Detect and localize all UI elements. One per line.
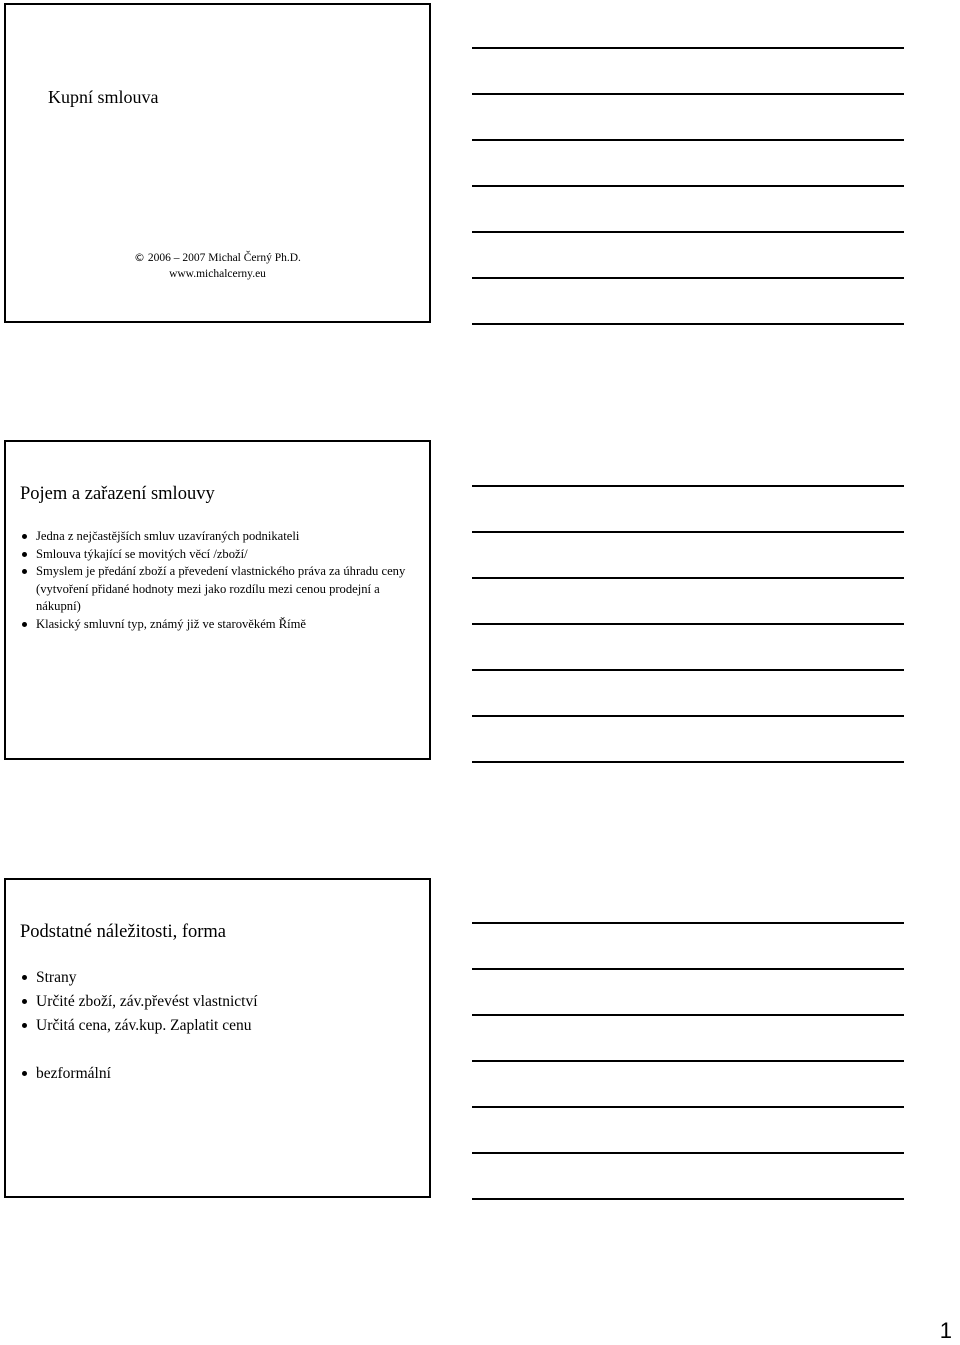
copyright-text: 2006 – 2007 Michal Černý Ph.D. [145,252,301,264]
slide-1 [4,3,431,323]
slide-3 [4,878,431,1198]
bullet-item [20,1062,415,1086]
note-line [472,531,904,533]
note-line [472,922,904,924]
slide-2-title: Pojem a zařazení smlouvy [20,484,215,504]
bullet-text: bezformální [36,1065,111,1082]
bullet-text: Jedna z nejčastějších smluv uzavíraných podnikateli [36,529,300,543]
slide-2 [4,440,431,760]
copyright-line [6,250,429,266]
slide-2-bullet-list [20,528,415,633]
note-line [472,715,904,717]
note-line [472,1060,904,1062]
slide-3-bullet-list [20,966,415,1086]
bullet-icon [22,1071,27,1076]
bullet-text: Smlouva týkající se movitých věcí /zboží/ [36,546,248,561]
note-line [472,139,904,141]
bullet-icon [22,999,27,1004]
note-line [472,485,904,487]
note-line [472,761,904,763]
bullet-text: Klasický smluvní typ, známý již ve starověkém Římě [36,616,307,631]
bullet-text: Určitá cena, záv.kup. Zaplatit cenu [36,1017,252,1034]
bullet-item [20,563,415,616]
bullet-icon [22,1023,27,1028]
bullet-icon [22,569,27,574]
page-number: 1 [939,1318,952,1343]
bullet-text: Smyslem je předání zboží a převedení vlastnického práva za úhradu ceny (vytvoření přidané hodnoty mezi jako rozdílu mezi cenou prodejní a nákupní) [36,564,406,613]
note-line [472,47,904,49]
note-line [472,577,904,579]
note-line [472,323,904,325]
copyright-block [6,250,429,282]
bullet-text: Strany [36,969,77,986]
note-line [472,968,904,970]
bullet-item [20,990,415,1014]
note-line [472,185,904,187]
bullet-item [20,1014,415,1038]
bullet-icon [22,552,27,557]
note-line [472,277,904,279]
bullet-icon [22,534,27,539]
bullet-item [20,528,415,546]
bullet-text: Určité zboží, záv.převést vlastnictví [36,993,258,1010]
note-line [472,1106,904,1108]
note-line [472,1152,904,1154]
bullet-item [20,616,415,634]
bullet-item [20,966,415,990]
slide-1-title: Kupní smlouva [48,87,159,107]
note-line [472,669,904,671]
website-link[interactable]: www.michalcerny.eu [169,268,266,280]
note-line [472,1014,904,1016]
note-line [472,93,904,95]
note-line [472,1198,904,1200]
bullet-icon [22,975,27,980]
bullet-item [20,546,415,564]
bullet-icon [22,622,27,627]
note-line [472,623,904,625]
note-line [472,231,904,233]
copyright-symbol: © [134,251,146,264]
slide-3-title: Podstatné náležitosti, forma [20,922,227,942]
